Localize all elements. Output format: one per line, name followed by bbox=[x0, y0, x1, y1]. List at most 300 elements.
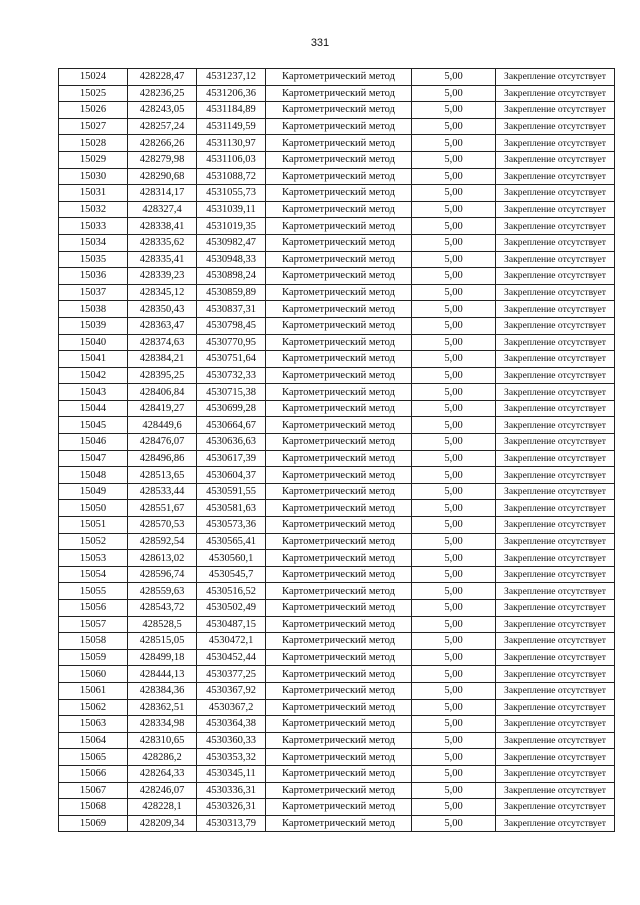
table-row bbox=[59, 765, 615, 782]
x-coordinate-cell: 428314,17 bbox=[128, 185, 197, 202]
fixation-cell: Закрепление отсутствует bbox=[496, 367, 615, 384]
y-coordinate-cell: 4530336,31 bbox=[197, 782, 266, 799]
x-coordinate-cell: 428363,47 bbox=[128, 317, 197, 334]
accuracy-cell: 5,00 bbox=[412, 765, 496, 782]
y-coordinate-cell: 4530502,49 bbox=[197, 600, 266, 617]
accuracy-cell: 5,00 bbox=[412, 118, 496, 135]
table-row bbox=[59, 815, 615, 832]
point-number-cell: 15039 bbox=[59, 317, 128, 334]
x-coordinate-cell: 428345,12 bbox=[128, 284, 197, 301]
y-coordinate-cell: 4531055,73 bbox=[197, 185, 266, 202]
fixation-cell: Закрепление отсутствует bbox=[496, 400, 615, 417]
x-coordinate-cell: 428335,41 bbox=[128, 251, 197, 268]
fixation-cell: Закрепление отсутствует bbox=[496, 782, 615, 799]
method-cell: Картометрический метод bbox=[266, 234, 412, 251]
table-row bbox=[59, 649, 615, 666]
method-cell: Картометрический метод bbox=[266, 185, 412, 202]
point-number-cell: 15051 bbox=[59, 517, 128, 534]
method-cell: Картометрический метод bbox=[266, 815, 412, 832]
x-coordinate-cell: 428264,33 bbox=[128, 765, 197, 782]
fixation-cell: Закрепление отсутствует bbox=[496, 284, 615, 301]
accuracy-cell: 5,00 bbox=[412, 384, 496, 401]
point-number-cell: 15024 bbox=[59, 69, 128, 86]
y-coordinate-cell: 4530353,32 bbox=[197, 749, 266, 766]
method-cell: Картометрический метод bbox=[266, 566, 412, 583]
accuracy-cell: 5,00 bbox=[412, 682, 496, 699]
x-coordinate-cell: 428290,68 bbox=[128, 168, 197, 185]
fixation-cell: Закрепление отсутствует bbox=[496, 251, 615, 268]
x-coordinate-cell: 428243,05 bbox=[128, 102, 197, 119]
accuracy-cell: 5,00 bbox=[412, 351, 496, 368]
point-number-cell: 15061 bbox=[59, 682, 128, 699]
point-number-cell: 15044 bbox=[59, 400, 128, 417]
point-number-cell: 15032 bbox=[59, 201, 128, 218]
method-cell: Картометрический метод bbox=[266, 616, 412, 633]
x-coordinate-cell: 428543,72 bbox=[128, 600, 197, 617]
x-coordinate-cell: 428419,27 bbox=[128, 400, 197, 417]
method-cell: Картометрический метод bbox=[266, 218, 412, 235]
fixation-cell: Закрепление отсутствует bbox=[496, 716, 615, 733]
fixation-cell: Закрепление отсутствует bbox=[496, 201, 615, 218]
x-coordinate-cell: 428334,98 bbox=[128, 716, 197, 733]
y-coordinate-cell: 4531149,59 bbox=[197, 118, 266, 135]
accuracy-cell: 5,00 bbox=[412, 517, 496, 534]
point-number-cell: 15068 bbox=[59, 799, 128, 816]
point-number-cell: 15049 bbox=[59, 483, 128, 500]
method-cell: Картометрический метод bbox=[266, 85, 412, 102]
accuracy-cell: 5,00 bbox=[412, 135, 496, 152]
fixation-cell: Закрепление отсутствует bbox=[496, 666, 615, 683]
x-coordinate-cell: 428310,65 bbox=[128, 732, 197, 749]
method-cell: Картометрический метод bbox=[266, 450, 412, 467]
fixation-cell: Закрепление отсутствует bbox=[496, 450, 615, 467]
table-row bbox=[59, 550, 615, 567]
method-cell: Картометрический метод bbox=[266, 251, 412, 268]
method-cell: Картометрический метод bbox=[266, 682, 412, 699]
point-number-cell: 15062 bbox=[59, 699, 128, 716]
table-row bbox=[59, 301, 615, 318]
point-number-cell: 15031 bbox=[59, 185, 128, 202]
method-cell: Картометрический метод bbox=[266, 649, 412, 666]
point-number-cell: 15063 bbox=[59, 716, 128, 733]
accuracy-cell: 5,00 bbox=[412, 334, 496, 351]
point-number-cell: 15053 bbox=[59, 550, 128, 567]
fixation-cell: Закрепление отсутствует bbox=[496, 533, 615, 550]
table-row bbox=[59, 268, 615, 285]
accuracy-cell: 5,00 bbox=[412, 185, 496, 202]
accuracy-cell: 5,00 bbox=[412, 284, 496, 301]
fixation-cell: Закрепление отсутствует bbox=[496, 483, 615, 500]
x-coordinate-cell: 428257,24 bbox=[128, 118, 197, 135]
method-cell: Картометрический метод bbox=[266, 732, 412, 749]
y-coordinate-cell: 4531237,12 bbox=[197, 69, 266, 86]
y-coordinate-cell: 4530751,64 bbox=[197, 351, 266, 368]
accuracy-cell: 5,00 bbox=[412, 69, 496, 86]
table-row bbox=[59, 483, 615, 500]
method-cell: Картометрический метод bbox=[266, 268, 412, 285]
fixation-cell: Закрепление отсутствует bbox=[496, 234, 615, 251]
table-row bbox=[59, 600, 615, 617]
fixation-cell: Закрепление отсутствует bbox=[496, 417, 615, 434]
table-row bbox=[59, 450, 615, 467]
y-coordinate-cell: 4531184,89 bbox=[197, 102, 266, 119]
accuracy-cell: 5,00 bbox=[412, 450, 496, 467]
table-row bbox=[59, 782, 615, 799]
x-coordinate-cell: 428236,25 bbox=[128, 85, 197, 102]
point-number-cell: 15029 bbox=[59, 151, 128, 168]
fixation-cell: Закрепление отсутствует bbox=[496, 334, 615, 351]
method-cell: Картометрический метод bbox=[266, 367, 412, 384]
x-coordinate-cell: 428338,41 bbox=[128, 218, 197, 235]
point-number-cell: 15025 bbox=[59, 85, 128, 102]
table-row bbox=[59, 583, 615, 600]
accuracy-cell: 5,00 bbox=[412, 102, 496, 119]
fixation-cell: Закрепление отсутствует bbox=[496, 135, 615, 152]
y-coordinate-cell: 4530732,33 bbox=[197, 367, 266, 384]
table-row bbox=[59, 201, 615, 218]
table-row bbox=[59, 732, 615, 749]
fixation-cell: Закрепление отсутствует bbox=[496, 815, 615, 832]
point-number-cell: 15045 bbox=[59, 417, 128, 434]
method-cell: Картометрический метод bbox=[266, 699, 412, 716]
coordinates-table bbox=[58, 68, 615, 832]
x-coordinate-cell: 428406,84 bbox=[128, 384, 197, 401]
method-cell: Картометрический метод bbox=[266, 550, 412, 567]
fixation-cell: Закрепление отсутствует bbox=[496, 218, 615, 235]
point-number-cell: 15052 bbox=[59, 533, 128, 550]
table-row bbox=[59, 699, 615, 716]
fixation-cell: Закрепление отсутствует bbox=[496, 732, 615, 749]
x-coordinate-cell: 428592,54 bbox=[128, 533, 197, 550]
fixation-cell: Закрепление отсутствует bbox=[496, 550, 615, 567]
accuracy-cell: 5,00 bbox=[412, 500, 496, 517]
point-number-cell: 15065 bbox=[59, 749, 128, 766]
accuracy-cell: 5,00 bbox=[412, 218, 496, 235]
table-row bbox=[59, 185, 615, 202]
fixation-cell: Закрепление отсутствует bbox=[496, 168, 615, 185]
method-cell: Картометрический метод bbox=[266, 201, 412, 218]
point-number-cell: 15059 bbox=[59, 649, 128, 666]
table-row bbox=[59, 151, 615, 168]
method-cell: Картометрический метод bbox=[266, 467, 412, 484]
y-coordinate-cell: 4531039,11 bbox=[197, 201, 266, 218]
accuracy-cell: 5,00 bbox=[412, 234, 496, 251]
y-coordinate-cell: 4531019,35 bbox=[197, 218, 266, 235]
x-coordinate-cell: 428496,86 bbox=[128, 450, 197, 467]
accuracy-cell: 5,00 bbox=[412, 483, 496, 500]
y-coordinate-cell: 4530604,37 bbox=[197, 467, 266, 484]
accuracy-cell: 5,00 bbox=[412, 434, 496, 451]
accuracy-cell: 5,00 bbox=[412, 732, 496, 749]
method-cell: Картометрический метод bbox=[266, 633, 412, 650]
y-coordinate-cell: 4530367,92 bbox=[197, 682, 266, 699]
method-cell: Картометрический метод bbox=[266, 151, 412, 168]
y-coordinate-cell: 4530545,7 bbox=[197, 566, 266, 583]
fixation-cell: Закрепление отсутствует bbox=[496, 583, 615, 600]
x-coordinate-cell: 428395,25 bbox=[128, 367, 197, 384]
table-body bbox=[59, 69, 615, 832]
point-number-cell: 15050 bbox=[59, 500, 128, 517]
x-coordinate-cell: 428374,63 bbox=[128, 334, 197, 351]
point-number-cell: 15033 bbox=[59, 218, 128, 235]
point-number-cell: 15034 bbox=[59, 234, 128, 251]
table-row bbox=[59, 500, 615, 517]
accuracy-cell: 5,00 bbox=[412, 317, 496, 334]
y-coordinate-cell: 4530898,24 bbox=[197, 268, 266, 285]
table-row bbox=[59, 417, 615, 434]
table-row bbox=[59, 666, 615, 683]
table-row bbox=[59, 467, 615, 484]
x-coordinate-cell: 428362,51 bbox=[128, 699, 197, 716]
table-row bbox=[59, 102, 615, 119]
accuracy-cell: 5,00 bbox=[412, 782, 496, 799]
point-number-cell: 15041 bbox=[59, 351, 128, 368]
y-coordinate-cell: 4530364,38 bbox=[197, 716, 266, 733]
fixation-cell: Закрепление отсутствует bbox=[496, 517, 615, 534]
accuracy-cell: 5,00 bbox=[412, 417, 496, 434]
method-cell: Картометрический метод bbox=[266, 102, 412, 119]
fixation-cell: Закрепление отсутствует bbox=[496, 102, 615, 119]
point-number-cell: 15069 bbox=[59, 815, 128, 832]
point-number-cell: 15048 bbox=[59, 467, 128, 484]
method-cell: Картометрический метод bbox=[266, 400, 412, 417]
fixation-cell: Закрепление отсутствует bbox=[496, 500, 615, 517]
table-row bbox=[59, 251, 615, 268]
point-number-cell: 15038 bbox=[59, 301, 128, 318]
point-number-cell: 15036 bbox=[59, 268, 128, 285]
table-row bbox=[59, 69, 615, 86]
point-number-cell: 15056 bbox=[59, 600, 128, 617]
y-coordinate-cell: 4530313,79 bbox=[197, 815, 266, 832]
table-row bbox=[59, 118, 615, 135]
x-coordinate-cell: 428515,05 bbox=[128, 633, 197, 650]
table-row bbox=[59, 85, 615, 102]
y-coordinate-cell: 4531088,72 bbox=[197, 168, 266, 185]
table-row bbox=[59, 234, 615, 251]
fixation-cell: Закрепление отсутствует bbox=[496, 351, 615, 368]
method-cell: Картометрический метод bbox=[266, 135, 412, 152]
x-coordinate-cell: 428533,44 bbox=[128, 483, 197, 500]
x-coordinate-cell: 428513,65 bbox=[128, 467, 197, 484]
y-coordinate-cell: 4530948,33 bbox=[197, 251, 266, 268]
table-row bbox=[59, 616, 615, 633]
fixation-cell: Закрепление отсутствует bbox=[496, 151, 615, 168]
fixation-cell: Закрепление отсутствует bbox=[496, 699, 615, 716]
fixation-cell: Закрепление отсутствует bbox=[496, 616, 615, 633]
point-number-cell: 15046 bbox=[59, 434, 128, 451]
y-coordinate-cell: 4530770,95 bbox=[197, 334, 266, 351]
accuracy-cell: 5,00 bbox=[412, 649, 496, 666]
y-coordinate-cell: 4530326,31 bbox=[197, 799, 266, 816]
method-cell: Картометрический метод bbox=[266, 782, 412, 799]
y-coordinate-cell: 4530581,63 bbox=[197, 500, 266, 517]
y-coordinate-cell: 4530837,31 bbox=[197, 301, 266, 318]
accuracy-cell: 5,00 bbox=[412, 699, 496, 716]
accuracy-cell: 5,00 bbox=[412, 85, 496, 102]
accuracy-cell: 5,00 bbox=[412, 716, 496, 733]
table-row bbox=[59, 218, 615, 235]
fixation-cell: Закрепление отсутствует bbox=[496, 633, 615, 650]
accuracy-cell: 5,00 bbox=[412, 400, 496, 417]
point-number-cell: 15040 bbox=[59, 334, 128, 351]
accuracy-cell: 5,00 bbox=[412, 533, 496, 550]
method-cell: Картометрический метод bbox=[266, 799, 412, 816]
table-row bbox=[59, 517, 615, 534]
y-coordinate-cell: 4530617,39 bbox=[197, 450, 266, 467]
y-coordinate-cell: 4531106,03 bbox=[197, 151, 266, 168]
accuracy-cell: 5,00 bbox=[412, 367, 496, 384]
fixation-cell: Закрепление отсутствует bbox=[496, 85, 615, 102]
accuracy-cell: 5,00 bbox=[412, 201, 496, 218]
accuracy-cell: 5,00 bbox=[412, 799, 496, 816]
method-cell: Картометрический метод bbox=[266, 317, 412, 334]
table-row bbox=[59, 168, 615, 185]
method-cell: Картометрический метод bbox=[266, 500, 412, 517]
accuracy-cell: 5,00 bbox=[412, 616, 496, 633]
point-number-cell: 15043 bbox=[59, 384, 128, 401]
accuracy-cell: 5,00 bbox=[412, 633, 496, 650]
y-coordinate-cell: 4530487,15 bbox=[197, 616, 266, 633]
accuracy-cell: 5,00 bbox=[412, 550, 496, 567]
method-cell: Картометрический метод bbox=[266, 417, 412, 434]
y-coordinate-cell: 4530377,25 bbox=[197, 666, 266, 683]
accuracy-cell: 5,00 bbox=[412, 666, 496, 683]
x-coordinate-cell: 428266,26 bbox=[128, 135, 197, 152]
x-coordinate-cell: 428384,21 bbox=[128, 351, 197, 368]
fixation-cell: Закрепление отсутствует bbox=[496, 765, 615, 782]
method-cell: Картометрический метод bbox=[266, 483, 412, 500]
y-coordinate-cell: 4530715,38 bbox=[197, 384, 266, 401]
table-row bbox=[59, 135, 615, 152]
y-coordinate-cell: 4530591,55 bbox=[197, 483, 266, 500]
y-coordinate-cell: 4530664,67 bbox=[197, 417, 266, 434]
method-cell: Картометрический метод bbox=[266, 301, 412, 318]
y-coordinate-cell: 4530345,11 bbox=[197, 765, 266, 782]
fixation-cell: Закрепление отсутствует bbox=[496, 434, 615, 451]
point-number-cell: 15057 bbox=[59, 616, 128, 633]
accuracy-cell: 5,00 bbox=[412, 301, 496, 318]
x-coordinate-cell: 428559,63 bbox=[128, 583, 197, 600]
method-cell: Картометрический метод bbox=[266, 666, 412, 683]
point-number-cell: 15066 bbox=[59, 765, 128, 782]
method-cell: Картометрический метод bbox=[266, 434, 412, 451]
y-coordinate-cell: 4530560,1 bbox=[197, 550, 266, 567]
x-coordinate-cell: 428613,02 bbox=[128, 550, 197, 567]
table-row bbox=[59, 400, 615, 417]
x-coordinate-cell: 428335,62 bbox=[128, 234, 197, 251]
method-cell: Картометрический метод bbox=[266, 716, 412, 733]
y-coordinate-cell: 4530565,41 bbox=[197, 533, 266, 550]
fixation-cell: Закрепление отсутствует bbox=[496, 799, 615, 816]
method-cell: Картометрический метод bbox=[266, 384, 412, 401]
fixation-cell: Закрепление отсутствует bbox=[496, 600, 615, 617]
table-row bbox=[59, 716, 615, 733]
fixation-cell: Закрепление отсутствует bbox=[496, 118, 615, 135]
table-row bbox=[59, 682, 615, 699]
method-cell: Картометрический метод bbox=[266, 533, 412, 550]
accuracy-cell: 5,00 bbox=[412, 151, 496, 168]
y-coordinate-cell: 4531206,36 bbox=[197, 85, 266, 102]
point-number-cell: 15064 bbox=[59, 732, 128, 749]
x-coordinate-cell: 428449,6 bbox=[128, 417, 197, 434]
table-row bbox=[59, 284, 615, 301]
y-coordinate-cell: 4530859,89 bbox=[197, 284, 266, 301]
accuracy-cell: 5,00 bbox=[412, 815, 496, 832]
x-coordinate-cell: 428279,98 bbox=[128, 151, 197, 168]
page-number: 331 bbox=[310, 37, 330, 49]
point-number-cell: 15067 bbox=[59, 782, 128, 799]
point-number-cell: 15047 bbox=[59, 450, 128, 467]
point-number-cell: 15028 bbox=[59, 135, 128, 152]
table-row bbox=[59, 533, 615, 550]
accuracy-cell: 5,00 bbox=[412, 268, 496, 285]
fixation-cell: Закрепление отсутствует bbox=[496, 69, 615, 86]
x-coordinate-cell: 428528,5 bbox=[128, 616, 197, 633]
y-coordinate-cell: 4530573,36 bbox=[197, 517, 266, 534]
x-coordinate-cell: 428551,67 bbox=[128, 500, 197, 517]
fixation-cell: Закрепление отсутствует bbox=[496, 649, 615, 666]
y-coordinate-cell: 4530516,52 bbox=[197, 583, 266, 600]
table-row bbox=[59, 749, 615, 766]
accuracy-cell: 5,00 bbox=[412, 749, 496, 766]
table-row bbox=[59, 566, 615, 583]
table-row bbox=[59, 633, 615, 650]
fixation-cell: Закрепление отсутствует bbox=[496, 317, 615, 334]
method-cell: Картометрический метод bbox=[266, 118, 412, 135]
y-coordinate-cell: 4530452,44 bbox=[197, 649, 266, 666]
method-cell: Картометрический метод bbox=[266, 69, 412, 86]
accuracy-cell: 5,00 bbox=[412, 168, 496, 185]
table-row bbox=[59, 334, 615, 351]
x-coordinate-cell: 428596,74 bbox=[128, 566, 197, 583]
fixation-cell: Закрепление отсутствует bbox=[496, 301, 615, 318]
point-number-cell: 15054 bbox=[59, 566, 128, 583]
x-coordinate-cell: 428384,36 bbox=[128, 682, 197, 699]
point-number-cell: 15026 bbox=[59, 102, 128, 119]
x-coordinate-cell: 428339,23 bbox=[128, 268, 197, 285]
y-coordinate-cell: 4530360,33 bbox=[197, 732, 266, 749]
point-number-cell: 15060 bbox=[59, 666, 128, 683]
y-coordinate-cell: 4530472,1 bbox=[197, 633, 266, 650]
y-coordinate-cell: 4530636,63 bbox=[197, 434, 266, 451]
x-coordinate-cell: 428246,07 bbox=[128, 782, 197, 799]
method-cell: Картометрический метод bbox=[266, 284, 412, 301]
x-coordinate-cell: 428286,2 bbox=[128, 749, 197, 766]
method-cell: Картометрический метод bbox=[266, 351, 412, 368]
point-number-cell: 15030 bbox=[59, 168, 128, 185]
point-number-cell: 15027 bbox=[59, 118, 128, 135]
point-number-cell: 15042 bbox=[59, 367, 128, 384]
accuracy-cell: 5,00 bbox=[412, 566, 496, 583]
point-number-cell: 15058 bbox=[59, 633, 128, 650]
point-number-cell: 15055 bbox=[59, 583, 128, 600]
table-row bbox=[59, 799, 615, 816]
x-coordinate-cell: 428476,07 bbox=[128, 434, 197, 451]
x-coordinate-cell: 428444,13 bbox=[128, 666, 197, 683]
accuracy-cell: 5,00 bbox=[412, 467, 496, 484]
table-row bbox=[59, 317, 615, 334]
fixation-cell: Закрепление отсутствует bbox=[496, 384, 615, 401]
x-coordinate-cell: 428327,4 bbox=[128, 201, 197, 218]
y-coordinate-cell: 4531130,97 bbox=[197, 135, 266, 152]
table-row bbox=[59, 384, 615, 401]
fixation-cell: Закрепление отсутствует bbox=[496, 268, 615, 285]
fixation-cell: Закрепление отсутствует bbox=[496, 185, 615, 202]
accuracy-cell: 5,00 bbox=[412, 583, 496, 600]
table-row bbox=[59, 351, 615, 368]
table-row bbox=[59, 367, 615, 384]
point-number-cell: 15037 bbox=[59, 284, 128, 301]
